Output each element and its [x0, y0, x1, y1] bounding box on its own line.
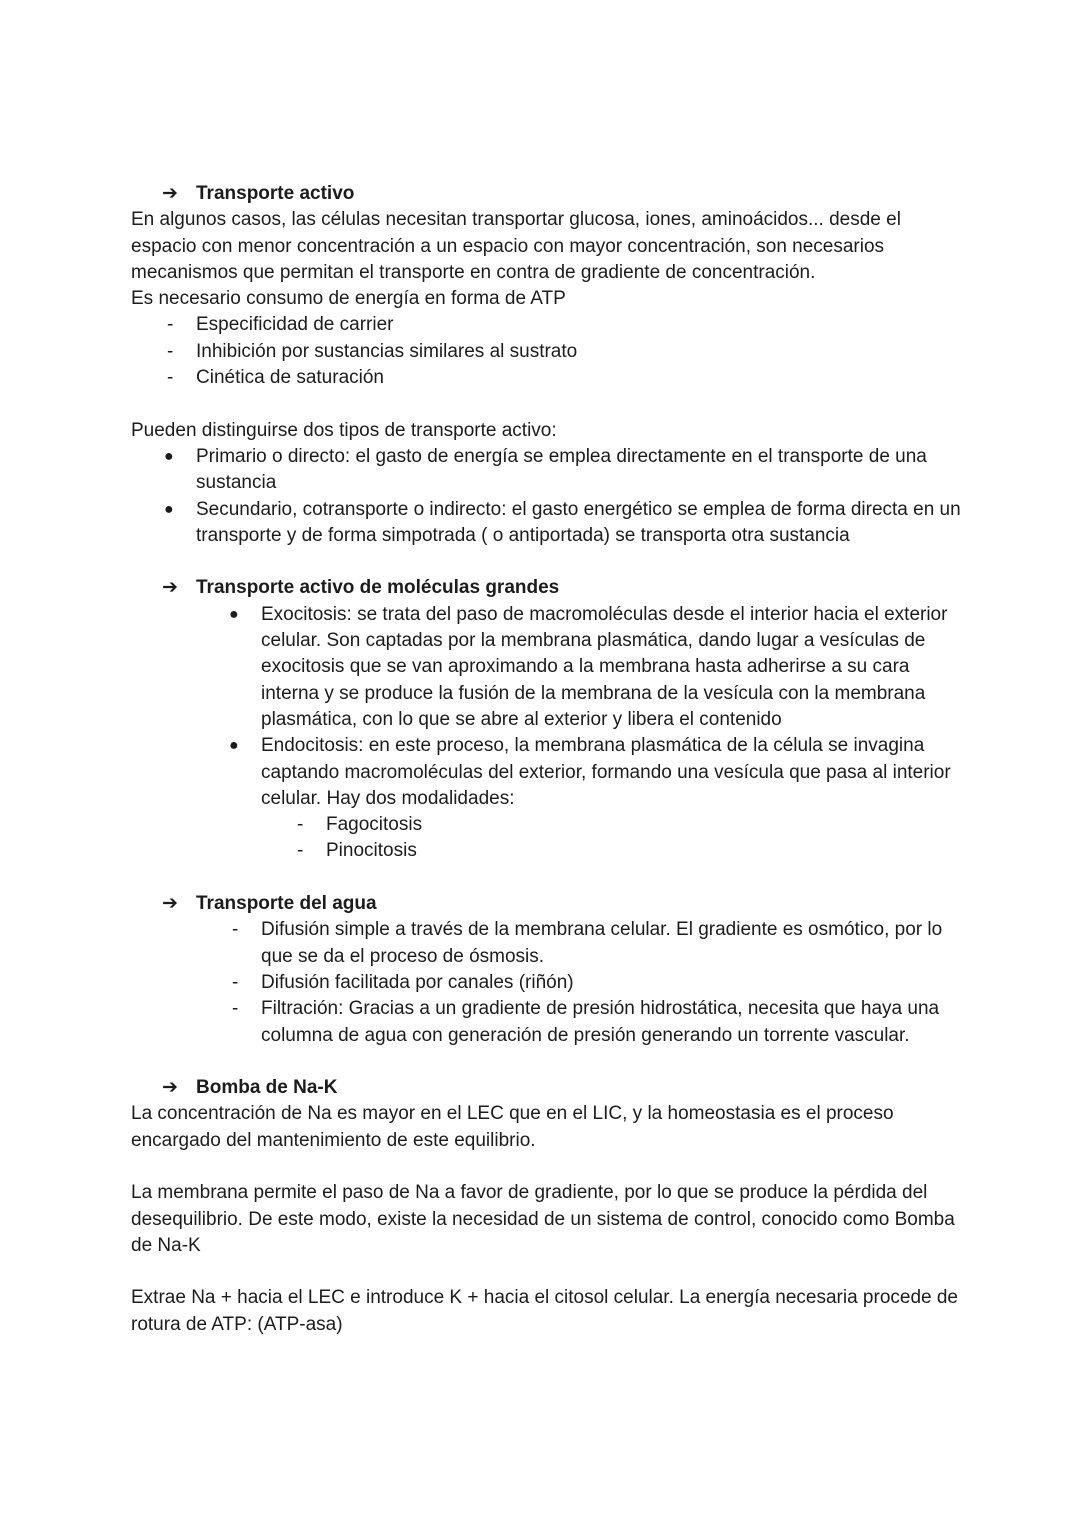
- paragraph: La concentración de Na es mayor en el LEC que en el LIC, y la homeostasia es el proceso encargado del mantenimiento de este equilibrio.: [131, 1103, 894, 1151]
- list-item: - Difusión simple a través de la membrana celular. El gradiente es osmótico, por lo que se da el proceso de ósmosis.: [232, 919, 943, 967]
- list-item: - Fagocitosis: [326, 812, 961, 838]
- list-item: - Cinética de saturación: [196, 365, 961, 391]
- dash-bullet-icon: -: [297, 814, 304, 836]
- list-item: - Pinocitosis: [326, 838, 961, 864]
- dash-bullet-icon: -: [232, 998, 239, 1020]
- list-item: ● Secundario, cotransporte o indirecto: el gasto energético se emplea de forma directa en un transporte y de forma simpotrada ( o antiportada) se transporta otra sustancia: [164, 498, 961, 546]
- section-heading-moleculas-grandes: ➔ Transporte activo de moléculas grandes: [196, 575, 961, 601]
- paragraph: Pueden distinguirse dos tipos de transporte activo:: [131, 419, 557, 441]
- bullet-list: [229, 602, 961, 812]
- dash-bullet-icon: -: [167, 314, 174, 336]
- list-item: - Inhibición por sustancias similares al sustrato: [196, 339, 961, 365]
- arrow-icon: ➔: [162, 577, 178, 599]
- bullet-list: [164, 444, 961, 549]
- bullet-icon: ●: [229, 605, 239, 623]
- bullet-icon: ●: [164, 500, 174, 518]
- section-heading-transporte-activo: ➔ Transporte activo: [196, 181, 961, 207]
- section-heading-transporte-agua: ➔ Transporte del agua: [196, 891, 961, 917]
- dash-bullet-icon: -: [232, 971, 239, 993]
- dash-bullet-icon: -: [297, 840, 304, 862]
- dash-list: [297, 812, 961, 865]
- list-item: - Especificidad de carrier: [196, 312, 961, 338]
- paragraph: En algunos casos, las células necesitan transportar glucosa, iones, aminoácidos... desde el espacio con menor concentración a un espacio con mayor concentración, son necesarios mecanismos que permitan el transporte en contra de gradiente de concentración.: [131, 209, 901, 283]
- bullet-icon: ●: [229, 737, 239, 755]
- paragraph: Extrae Na + hacia el LEC e introduce K + hacia el citosol celular. La energía necesaria procede de rotura de ATP: (ATP-asa): [131, 1287, 959, 1335]
- dash-bullet-icon: -: [232, 919, 239, 941]
- arrow-icon: ➔: [162, 893, 178, 915]
- list-item: ● Exocitosis: se trata del paso de macromoléculas desde el interior hacia el exterior celular. Son captadas por la membrana plasmática, dando lugar a vesículas de exocitosis que se van aproximando a la membrana hasta adherirse a su cara interna y se produce la fusión de la membrana de la vesícula con la membrana plasmática, con lo que se abre al exterior y libera el contenido: [229, 603, 948, 730]
- dash-bullet-icon: -: [167, 367, 174, 389]
- arrow-icon: ➔: [162, 1077, 178, 1099]
- arrow-icon: ➔: [162, 183, 178, 204]
- paragraph: Es necesario consumo de energía en forma de ATP: [131, 288, 566, 310]
- list-item: - Filtración: Gracias a un gradiente de presión hidrostática, necesita que haya una columna de agua con generación de presión generando un torrente vascular.: [232, 998, 940, 1046]
- dash-bullet-icon: -: [167, 340, 174, 362]
- section-heading-bomba-na-k: ➔ Bomba de Na-K: [196, 1075, 961, 1101]
- paragraph: La membrana permite el paso de Na a favor de gradiente, por lo que se produce la pérdida del desequilibrio. De este modo, existe la necesidad de un sistema de control, conocido como Bomba de Na-K: [131, 1182, 955, 1256]
- dash-list: [232, 917, 961, 1048]
- list-item: ● Primario o directo: el gasto de energía se emplea directamente en el transporte de una sustancia: [164, 445, 927, 494]
- bullet-icon: ●: [164, 447, 174, 465]
- list-item: - Difusión facilitada por canales (riñón): [261, 970, 961, 996]
- dash-list: [167, 312, 961, 391]
- list-item: ● Endocitosis: en este proceso, la membrana plasmática de la célula se invagina captando macromoléculas del exterior, formando una vesícula que pasa al interior celular. Hay dos modalidades:: [229, 735, 951, 809]
